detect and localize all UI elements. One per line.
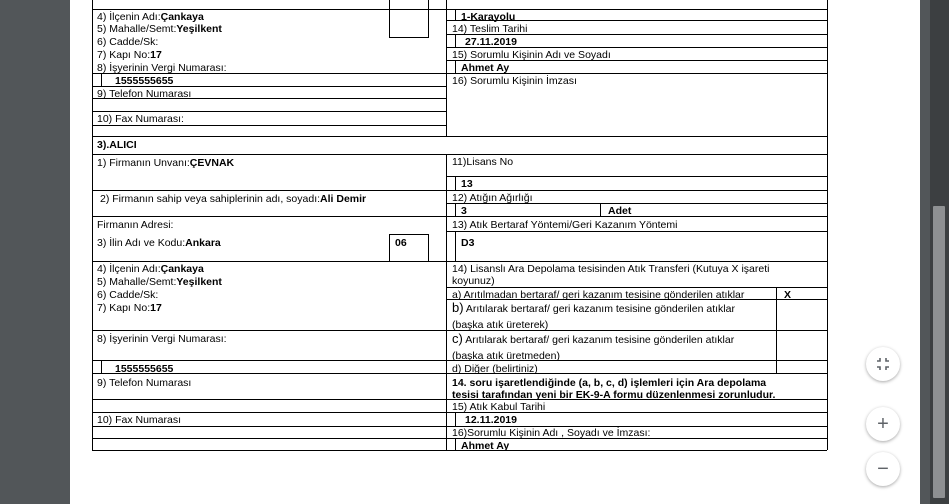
sender-ilce-label: 4) İlçenin Adı:Çankaya	[97, 11, 204, 23]
waste-option-b-2: (başka atık üreterek)	[452, 319, 549, 331]
transport-sorumlu: Ahmet Ay	[461, 62, 510, 74]
sender-kapi: 17	[150, 49, 162, 61]
receiver-section-title: 3).ALICI	[97, 139, 137, 151]
waste-option-b: b) Arıtılarak bertaraf/ geri kazanım tesisine gönderilen atıklar	[452, 300, 735, 315]
receiver-vergi-label: 8) İşyerinin Vergi Numarası:	[97, 333, 227, 345]
transport-sorumlu-label: 15) Sorumlu Kişinin Adı ve Soyadı	[452, 49, 611, 61]
sender-cadde-label: 6) Cadde/Sk:	[97, 36, 159, 48]
waste-option-c: c) Arıtılarak bertaraf/ geri kazanım tesisine gönderilen atıklar	[452, 331, 735, 346]
receiver-unvan: ÇEVNAK	[189, 157, 235, 169]
sender-il-code-box	[389, 0, 429, 38]
fit-page-button[interactable]	[866, 347, 900, 381]
receiver-il: Ankara	[185, 237, 221, 249]
receiver-fax-label: 10) Fax Numarası	[97, 414, 182, 426]
receiver-ilce: Çankaya	[160, 263, 204, 275]
sender-mahalle: Yeşilkent	[176, 23, 222, 35]
receiver-mahalle-label: 5) Mahalle/Semt:Yeşilkent	[97, 276, 222, 288]
waste-lisans: 13	[461, 178, 473, 190]
waste-yontem-label: 13) Atık Bertaraf Yöntemi/Geri Kazanım Yöntemi	[452, 219, 678, 231]
receiver-il-kodu: 06	[395, 237, 407, 249]
sender-vergi-label: 8) İşyerinin Vergi Numarası:	[97, 62, 227, 74]
receiver-telefon-label: 9) Telefon Numarası	[97, 377, 192, 389]
waste-transfer-label-2: koyunuz)	[452, 275, 495, 287]
viewer-background	[0, 0, 70, 504]
waste-transfer-label-1: 14) Lisanslı Ara Depolama tesisinden Atık Transferi (Kutuya X işareti	[452, 263, 770, 275]
receiver-sahip: Ali Demir	[320, 193, 367, 205]
receiver-ilce-label: 4) İlçenin Adı:Çankaya	[97, 263, 204, 275]
waste-note-1: 14. soru işaretlendiğinde (a, b, c, d) işlemleri için Ara depolama	[452, 377, 767, 389]
receiver-il-label: 3) İlin Adı ve Kodu:Ankara	[97, 237, 221, 249]
minus-icon: −	[877, 458, 889, 480]
waste-lisans-label: 11)Lisans No	[452, 156, 514, 168]
sender-mahalle-label: 5) Mahalle/Semt:Yeşilkent	[97, 23, 222, 35]
waste-sorumlu-label: 16)Sorumlu Kişinin Adı , Soyadı ve İmzası:	[452, 427, 651, 439]
plus-icon: +	[877, 413, 889, 435]
sender-telefon-label: 9) Telefon Numarası	[97, 88, 192, 100]
receiver-cadde-label: 6) Cadde/Sk:	[97, 289, 159, 301]
waste-sorumlu: Ahmet Ay	[461, 440, 510, 452]
receiver-unvan-label: 1) Firmanın Unvanı:ÇEVNAK	[97, 157, 235, 169]
waste-yontem: D3	[461, 237, 475, 249]
receiver-kapi-label: 7) Kapı No:17	[97, 302, 162, 314]
receiver-adres-label: Firmanın Adresi:	[97, 219, 174, 231]
sender-vergi: 1555555655	[115, 75, 174, 87]
sender-ilce: Çankaya	[160, 11, 204, 23]
waste-kabul: 12.11.2019	[465, 414, 517, 426]
scrollbar-thumb[interactable]	[933, 206, 945, 498]
waste-option-a: a) Arıtılmadan bertaraf/ geri kazanım tesisine gönderilen atıklar	[452, 289, 745, 301]
waste-agirlik: 3	[461, 205, 467, 217]
transport-mode: 1-Karayolu	[461, 11, 516, 23]
transport-teslim: 27.11.2019	[465, 36, 517, 48]
sender-kapi-label: 7) Kapı No:17	[97, 49, 162, 61]
waste-note-2: tesisi tarafından yeni bir EK-9-A formu düzenlenmesi zorunludur.	[452, 389, 776, 401]
receiver-sahip-label: 2) Firmanın sahip veya sahiplerinin adı, soyadı:Ali Demir	[100, 193, 367, 205]
waste-birim: Adet	[608, 205, 632, 217]
transport-teslim-label: 14) Teslim Tarihi	[452, 23, 528, 35]
waste-option-d: d) Diğer (belirtiniz)	[452, 363, 538, 375]
waste-kabul-label: 15) Atık Kabul Tarihi	[452, 401, 546, 413]
waste-agirlik-label: 12) Atığın Ağırlığı	[452, 192, 533, 204]
receiver-vergi: 1555555655	[115, 363, 174, 375]
receiver-mahalle: Yeşilkent	[176, 276, 222, 288]
transport-imza-label: 16) Sorumlu Kişinin İmzası	[452, 75, 577, 87]
zoom-in-button[interactable]	[866, 407, 900, 441]
zoom-out-button[interactable]	[866, 452, 900, 486]
waste-option-a-mark: X	[784, 289, 792, 301]
fit-page-icon	[876, 357, 890, 371]
sender-fax-label: 10) Fax Numarası:	[97, 113, 184, 125]
waste-option-c-2: (başka atık üretmeden)	[452, 350, 560, 362]
document-page	[70, 0, 920, 504]
receiver-kapi: 17	[150, 302, 162, 314]
